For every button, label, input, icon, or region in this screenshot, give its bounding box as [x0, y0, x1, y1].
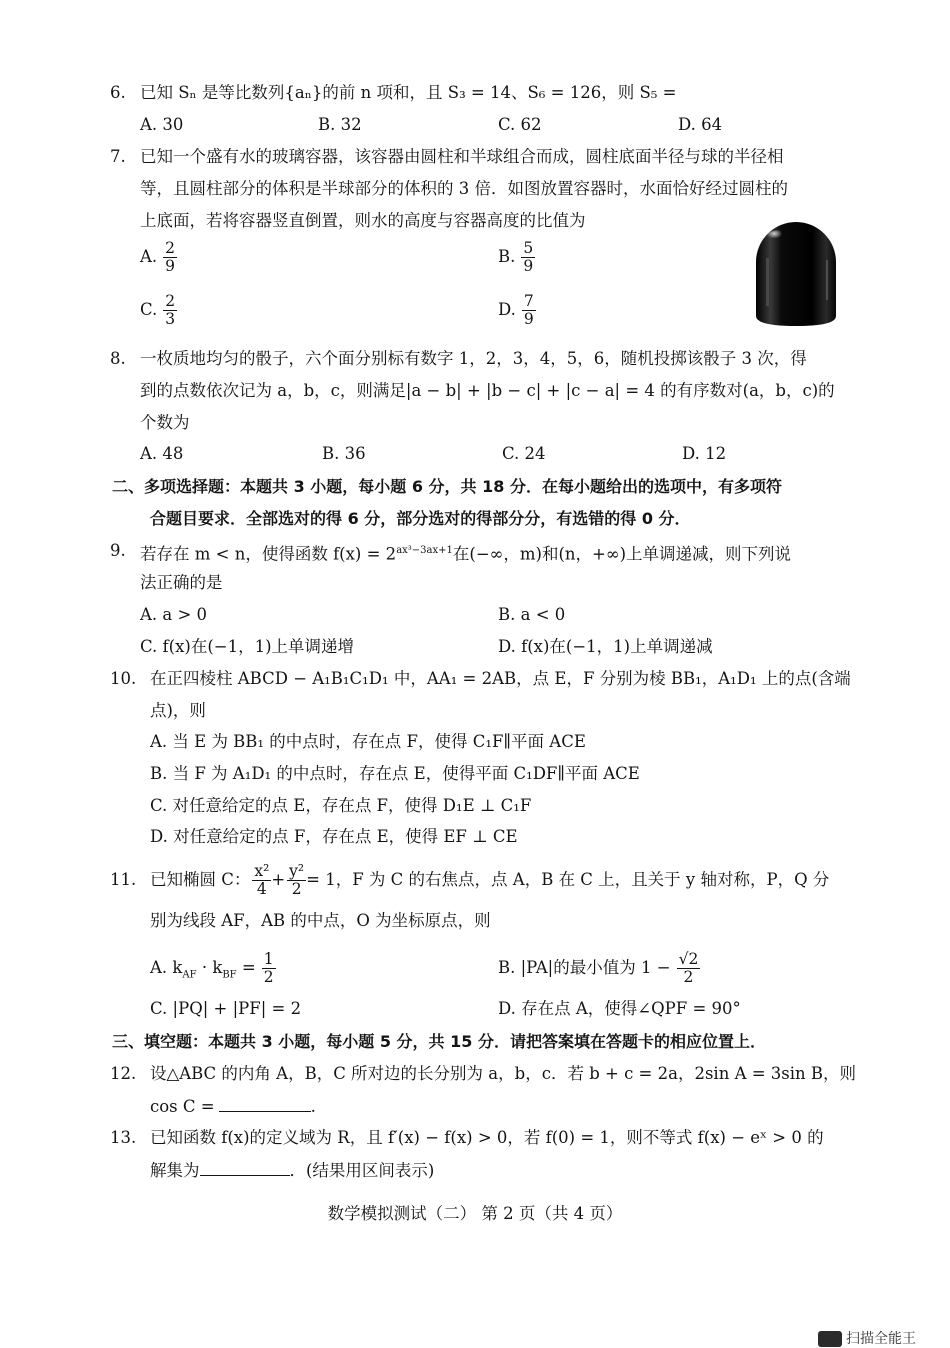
option-d: D. 对任意给定的点 F，存在点 E，使得 EF ⊥ CE [150, 827, 518, 846]
stem-text: 已知椭圆 C： [150, 870, 251, 889]
option-letter: A. [140, 247, 158, 266]
option-c: C. 对任意给定的点 E，存在点 F，使得 D₁E ⊥ C₁F [150, 796, 532, 815]
denominator: 4 [256, 880, 267, 898]
question-stem-line: 上底面，若将容器竖直倒置，则水的高度与容器高度的比值为 [140, 211, 586, 230]
option-a: A. 30 [140, 115, 184, 134]
stem-text: 解集为 [150, 1161, 200, 1180]
question-stem [150, 858, 829, 902]
question-stem-line: 等，且圆柱部分的体积是半球部分的体积的 3 倍．如图放置容器时，水面恰好经过圆柱的 [140, 179, 788, 198]
option-a: A. 48 [140, 444, 184, 463]
option-c: C. |PQ| + |PF| = 2 [150, 999, 302, 1018]
numerator: x² [254, 862, 270, 880]
denominator: 3 [165, 310, 176, 328]
option-c: C. f(x)在(−1，1)上单调递增 [140, 637, 355, 656]
question-stem-line: 到的点数依次记为 a，b，c，则满足|a − b| + |b − c| + |c − a| = 4 的有序数对(a，b，c)的 [140, 381, 835, 400]
numerator: 2 [165, 292, 176, 310]
option-text: B. |PA|的最小值为 1 − [498, 958, 671, 977]
question-number: 11. [110, 870, 137, 889]
question-stem-line: 点)，则 [150, 701, 206, 720]
option-a: A. 当 E 为 BB₁ 的中点时，存在点 F，使得 C₁F∥平面 ACE [150, 732, 586, 751]
fraction [252, 863, 271, 898]
stem-text: . [310, 1097, 316, 1116]
option-c [140, 293, 177, 328]
fraction [163, 240, 177, 275]
option-d: D. 12 [682, 444, 727, 463]
option-a [150, 946, 276, 997]
option-letter: D. [498, 300, 516, 319]
question-number: 13. [110, 1128, 137, 1147]
question-number: 8. [110, 349, 126, 368]
answer-blank[interactable] [219, 1095, 311, 1112]
numerator: y² [289, 862, 305, 880]
scanner-watermark [818, 1328, 950, 1348]
denominator: 2 [683, 968, 694, 986]
stem-text: + [271, 870, 286, 889]
numerator: 2 [165, 239, 176, 257]
option-a [140, 240, 177, 275]
exponent: ax³−3ax+1 [396, 545, 453, 556]
fraction [163, 293, 177, 328]
page-footer: 数学模拟测试（二） 第 2 页（共 4 页） [327, 1204, 623, 1223]
question-stem-line: 已知函数 f(x)的定义域为 R，且 f′(x) − f(x) > 0，若 f(0) = 1，则不等式 f(x) − eˣ > 0 的 [150, 1128, 824, 1147]
question-stem-line: 个数为 [140, 413, 190, 432]
denominator: 9 [523, 310, 534, 328]
denominator: 2 [291, 880, 302, 898]
option-b: B. 当 F 为 A₁D₁ 的中点时，存在点 E，使得平面 C₁DF∥平面 ACE [150, 764, 640, 783]
numerator: 7 [523, 292, 534, 310]
numerator: √2 [678, 950, 699, 968]
stem-text: 在(−∞，m)和(n，+∞)上单调递减，则下列说 [452, 544, 792, 564]
section-heading-line: 二、多项选择题：本题共 3 小题，每小题 6 分，共 18 分．在每小题给出的选项中，有多项符 [112, 477, 782, 496]
stem-text: ．(结果用区间表示) [289, 1161, 435, 1180]
option-b [498, 240, 535, 275]
denominator: 9 [523, 257, 534, 275]
stem-text: 若存在 m < n，使得函数 f(x) = 2 [140, 544, 397, 564]
answer-blank[interactable] [200, 1159, 290, 1176]
question-stem-line: 在正四棱柱 ABCD − A₁B₁C₁D₁ 中，AA₁ = 2AB，点 E，F 分别为棱 BB₁，A₁D₁ 上的点(含端 [150, 669, 851, 688]
question-stem [140, 540, 791, 566]
option-letter: C. [140, 300, 158, 319]
question-stem: 已知 Sₙ 是等比数列{aₙ}的前 n 项和，且 S₃ = 14、S₆ = 126，则 S₅ = [140, 83, 677, 102]
option-d: D. 64 [678, 115, 723, 134]
question-stem-line: 法正确的是 [140, 573, 223, 592]
option-b [498, 946, 700, 990]
question-number: 9. [110, 541, 126, 560]
question-stem-line [150, 1095, 316, 1118]
watermark-text: 扫描全能王 [846, 1331, 916, 1347]
question-number: 10. [110, 669, 137, 688]
fraction [521, 240, 535, 275]
option-letter: B. [498, 247, 516, 266]
fraction [522, 293, 536, 328]
option-text: A. k [150, 958, 183, 977]
question-number: 12. [110, 1064, 137, 1083]
numerator: 5 [523, 239, 534, 257]
question-stem-line [150, 1159, 434, 1182]
denominator: 2 [263, 968, 274, 986]
container-figure [752, 218, 840, 328]
section-heading-line: 合题目要求．全部选对的得 6 分，部分选对的得部分分，有选错的得 0 分． [150, 509, 691, 528]
option-d: D. f(x)在(−1，1)上单调递减 [498, 637, 713, 656]
stem-text: cos C = [150, 1097, 215, 1116]
option-c: C. 62 [498, 115, 542, 134]
question-stem-line: 一枚质地均匀的骰子，六个面分别标有数字 1，2，3，4，5，6，随机投掷该骰子 3 次，得 [140, 349, 807, 368]
option-b: B. 36 [322, 444, 366, 463]
option-d [498, 293, 536, 328]
fraction [262, 951, 276, 986]
subscript: AF [182, 969, 197, 981]
section-3-header: 三、填空题：本题共 3 小题，每小题 5 分，共 15 分．请把答案填在答题卡的相应位置上． [112, 1032, 766, 1051]
option-text: = [236, 958, 256, 977]
question-number: 7. [110, 147, 126, 166]
subscript: BF [222, 969, 237, 981]
question-number: 6. [110, 83, 126, 102]
option-b: B. a < 0 [498, 605, 566, 624]
option-b: B. 32 [318, 115, 362, 134]
option-a: A. a > 0 [140, 605, 208, 624]
fraction [287, 863, 306, 898]
fraction [677, 951, 701, 986]
question-stem-line: 已知一个盛有水的玻璃容器，该容器由圆柱和半球组合而成，圆柱底面半径与球的半径相 [140, 147, 784, 166]
numerator: 1 [263, 950, 274, 968]
stem-text: = 1，F 为 C 的右焦点，点 A，B 在 C 上，且关于 y 轴对称，P，Q 分 [306, 870, 830, 889]
question-stem-line: 别为线段 AF，AB 的中点，O 为坐标原点，则 [150, 911, 491, 930]
denominator: 9 [165, 257, 176, 275]
option-d: D. 存在点 A，使得∠QPF = 90° [498, 999, 741, 1018]
option-text: · k [196, 958, 223, 977]
question-stem-line: 设△ABC 的内角 A，B，C 所对边的长分别为 a，b，c．若 b + c = 2a，2sin A = 3sin B，则 [150, 1064, 857, 1083]
option-c: C. 24 [502, 444, 546, 463]
